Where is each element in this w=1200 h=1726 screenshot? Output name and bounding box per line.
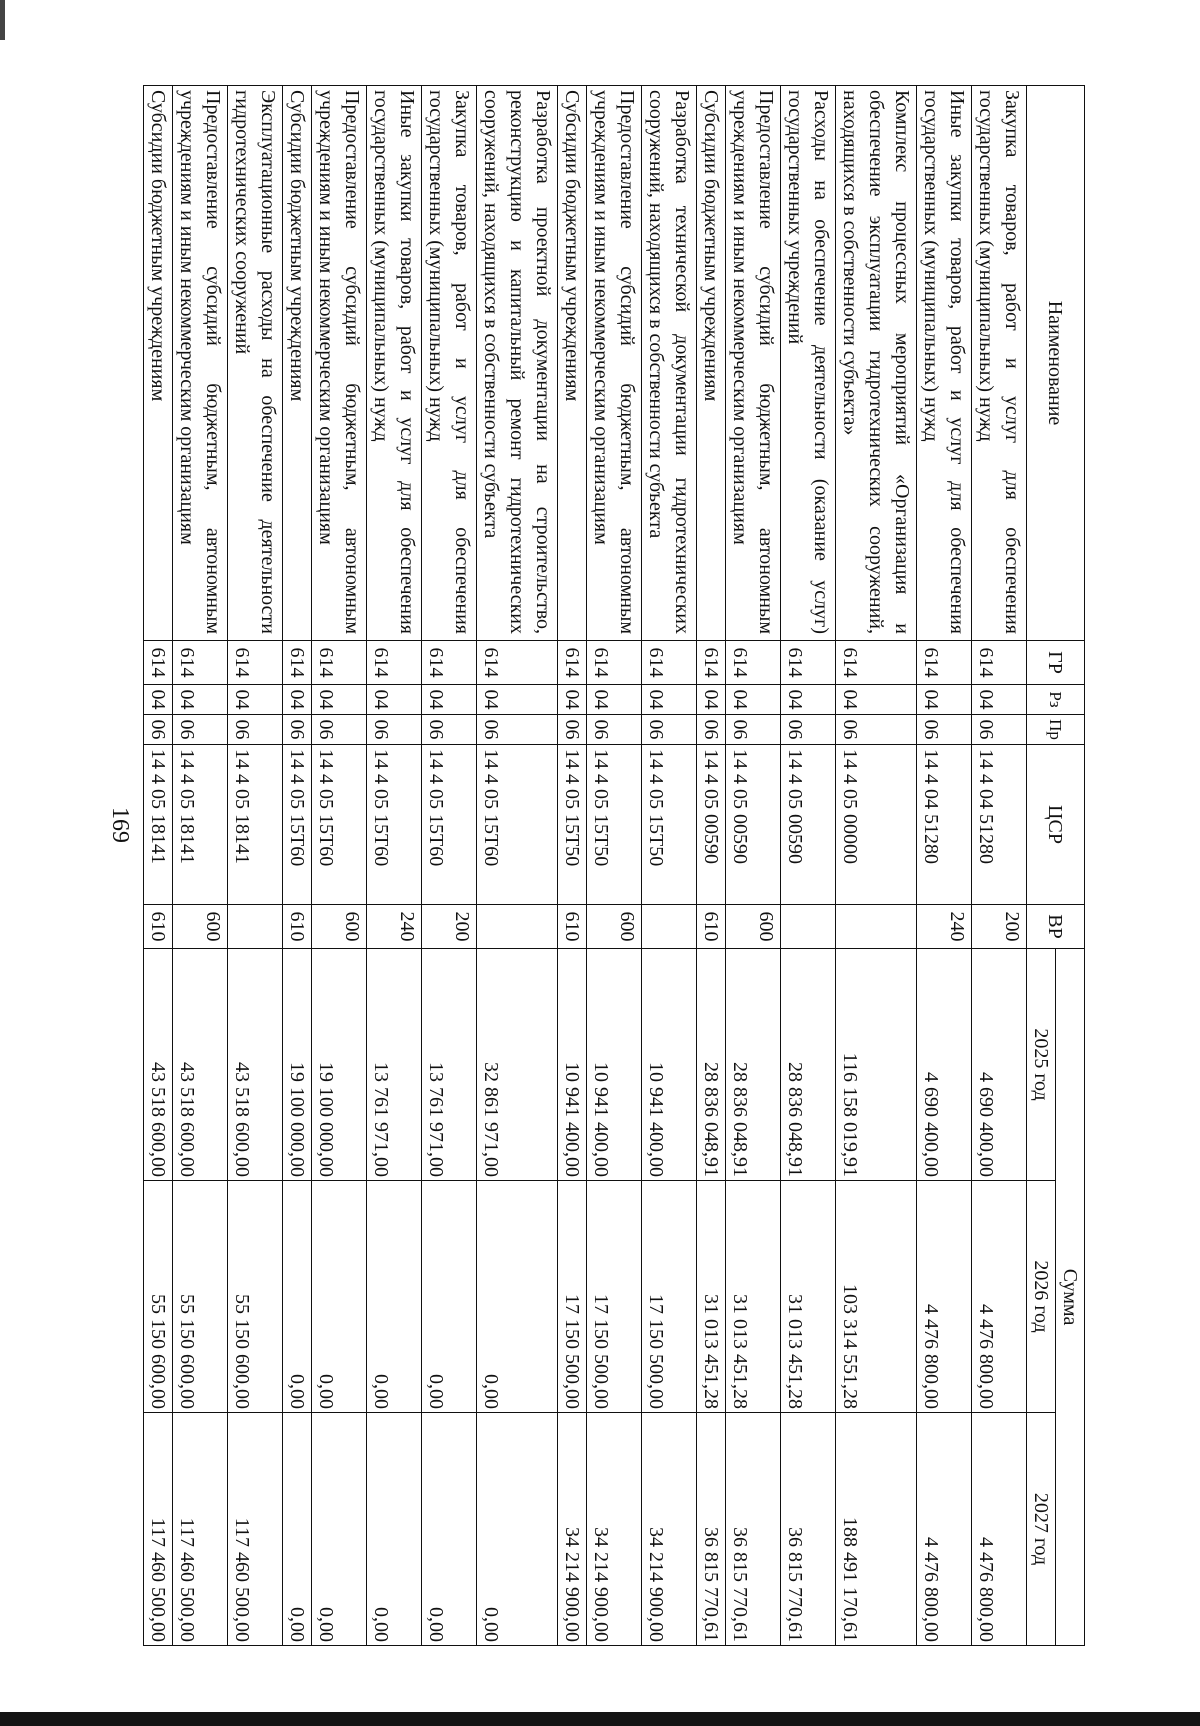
- cell-name: Разработка проектной документации на строительство, реконструкцию и капитальный ремонт гидротехнических сооружений, находящихся в собственности субъекта: [477, 86, 558, 641]
- table-row: [587, 86, 642, 1646]
- cell-csr: 14 4 05 00000: [836, 745, 917, 905]
- cell-2025: 43 518 600,00: [144, 949, 173, 1181]
- cell-vr: 610: [144, 905, 173, 949]
- cell-2027: 34 214 900,00: [587, 1413, 642, 1646]
- cell-2026: 55 150 600,00: [173, 1181, 228, 1413]
- cell-rz: 04: [917, 685, 972, 715]
- cell-name: Предоставление субсидий бюджетным, автономным учреждениям и иным некоммерческим организациям: [173, 86, 228, 641]
- table-row: [836, 86, 917, 1646]
- cell-2026: 0,00: [283, 1181, 312, 1413]
- cell-name: Субсидии бюджетным учреждениям: [558, 86, 587, 641]
- cell-2025: 116 158 019,91: [836, 949, 917, 1181]
- cell-rz: 04: [587, 685, 642, 715]
- cell-gr: 614: [144, 641, 173, 685]
- cell-pr: 06: [917, 715, 972, 745]
- cell-vr: 600: [587, 905, 642, 949]
- cell-rz: 04: [642, 685, 697, 715]
- cell-2027: 0,00: [422, 1413, 477, 1646]
- cell-pr: 06: [558, 715, 587, 745]
- cell-gr: 614: [781, 641, 836, 685]
- cell-pr: 06: [228, 715, 283, 745]
- cell-rz: 04: [283, 685, 312, 715]
- cell-gr: 614: [917, 641, 972, 685]
- cell-csr: 14 4 05 00590: [781, 745, 836, 905]
- cell-2025: 10 941 400,00: [642, 949, 697, 1181]
- cell-vr: 200: [972, 905, 1027, 949]
- cell-rz: 04: [228, 685, 283, 715]
- cell-2027: 117 460 500,00: [173, 1413, 228, 1646]
- budget-table-rotated: [147, 85, 1085, 1645]
- header-name: Наименование: [1027, 86, 1085, 641]
- cell-name: Предоставление субсидий бюджетным, автономным учреждениям и иным некоммерческим организациям: [312, 86, 367, 641]
- cell-2025: 13 761 971,00: [422, 949, 477, 1181]
- cell-gr: 614: [558, 641, 587, 685]
- table-row: [697, 86, 726, 1646]
- cell-rz: 04: [972, 685, 1027, 715]
- cell-csr: 14 4 05 18141: [173, 745, 228, 905]
- cell-csr: 14 4 05 18141: [144, 745, 173, 905]
- cell-2025: 28 836 048,91: [781, 949, 836, 1181]
- cell-pr: 06: [283, 715, 312, 745]
- cell-rz: 04: [367, 685, 422, 715]
- cell-rz: 04: [477, 685, 558, 715]
- cell-vr: 600: [173, 905, 228, 949]
- cell-pr: 06: [312, 715, 367, 745]
- cell-gr: 614: [726, 641, 781, 685]
- cell-2026: 103 314 551,28: [836, 1181, 917, 1413]
- cell-pr: 06: [173, 715, 228, 745]
- cell-2026: 31 013 451,28: [697, 1181, 726, 1413]
- table-row: [228, 86, 283, 1646]
- cell-gr: 614: [422, 641, 477, 685]
- cell-csr: 14 4 05 15T60: [477, 745, 558, 905]
- cell-csr: 14 4 05 15T50: [558, 745, 587, 905]
- header-2025: 2025 год: [1027, 949, 1056, 1181]
- cell-vr: [642, 905, 697, 949]
- cell-name: Иные закупки товаров, работ и услуг для обеспечения государственных (муниципальных) нужд: [367, 86, 422, 641]
- cell-gr: 614: [312, 641, 367, 685]
- cell-pr: 06: [642, 715, 697, 745]
- cell-2026: 4 476 800,00: [972, 1181, 1027, 1413]
- cell-2025: 10 941 400,00: [558, 949, 587, 1181]
- cell-2025: 10 941 400,00: [587, 949, 642, 1181]
- table-row: [972, 86, 1027, 1646]
- cell-2027: 117 460 500,00: [228, 1413, 283, 1646]
- cell-2027: 188 491 170,61: [836, 1413, 917, 1646]
- cell-pr: 06: [422, 715, 477, 745]
- table-row: [726, 86, 781, 1646]
- cell-2025: 28 836 048,91: [726, 949, 781, 1181]
- cell-rz: 04: [558, 685, 587, 715]
- cell-rz: 04: [726, 685, 781, 715]
- header-2026: 2026 год: [1027, 1181, 1056, 1413]
- header-pr: Пр: [1027, 715, 1085, 745]
- budget-table: [143, 85, 1085, 1646]
- header-sum: Сумма: [1056, 949, 1085, 1646]
- cell-2025: 4 690 400,00: [972, 949, 1027, 1181]
- cell-2027: 0,00: [477, 1413, 558, 1646]
- cell-2026: 17 150 500,00: [642, 1181, 697, 1413]
- cell-vr: 610: [697, 905, 726, 949]
- table-row: [477, 86, 558, 1646]
- cell-2027: 36 815 770,61: [697, 1413, 726, 1646]
- cell-name: Предоставление субсидий бюджетным, автономным учреждениям и иным некоммерческим организациям: [587, 86, 642, 641]
- table-row: [917, 86, 972, 1646]
- table-row: [312, 86, 367, 1646]
- cell-2026: 0,00: [312, 1181, 367, 1413]
- cell-2027: 36 815 770,61: [781, 1413, 836, 1646]
- cell-gr: 614: [587, 641, 642, 685]
- cell-name: Эксплуатационные расходы на обеспечение деятельности гидротехнических сооружений: [228, 86, 283, 641]
- cell-2025: 19 100 000,00: [283, 949, 312, 1181]
- header-csr: ЦСР: [1027, 745, 1085, 905]
- cell-rz: 04: [144, 685, 173, 715]
- cell-rz: 04: [312, 685, 367, 715]
- cell-name: Иные закупки товаров, работ и услуг для обеспечения государственных (муниципальных) нужд: [917, 86, 972, 641]
- cell-vr: 610: [558, 905, 587, 949]
- cell-2025: 32 861 971,00: [477, 949, 558, 1181]
- cell-pr: 06: [144, 715, 173, 745]
- cell-pr: 06: [697, 715, 726, 745]
- cell-pr: 06: [587, 715, 642, 745]
- cell-vr: 600: [726, 905, 781, 949]
- cell-2027: 0,00: [367, 1413, 422, 1646]
- cell-csr: 14 4 04 51280: [972, 745, 1027, 905]
- header-gr: ГР: [1027, 641, 1085, 685]
- cell-name: Предоставление субсидий бюджетным, автономным учреждениям и иным некоммерческим организациям: [726, 86, 781, 641]
- cell-vr: 200: [422, 905, 477, 949]
- cell-pr: 06: [972, 715, 1027, 745]
- cell-pr: 06: [836, 715, 917, 745]
- cell-2026: 17 150 500,00: [558, 1181, 587, 1413]
- cell-name: Субсидии бюджетным учреждениям: [283, 86, 312, 641]
- cell-vr: 240: [367, 905, 422, 949]
- cell-gr: 614: [477, 641, 558, 685]
- cell-2027: 34 214 900,00: [642, 1413, 697, 1646]
- cell-gr: 614: [642, 641, 697, 685]
- cell-vr: 240: [917, 905, 972, 949]
- cell-csr: 14 4 05 00590: [726, 745, 781, 905]
- cell-2027: 0,00: [312, 1413, 367, 1646]
- table-row: [558, 86, 587, 1646]
- cell-2026: 17 150 500,00: [587, 1181, 642, 1413]
- cell-gr: 614: [836, 641, 917, 685]
- cell-csr: 14 4 05 15T50: [587, 745, 642, 905]
- cell-rz: 04: [173, 685, 228, 715]
- cell-pr: 06: [477, 715, 558, 745]
- cell-2026: 31 013 451,28: [726, 1181, 781, 1413]
- cell-name: Расходы на обеспечение деятельности (оказание услуг) государственных учреждений: [781, 86, 836, 641]
- table-row: [642, 86, 697, 1646]
- cell-csr: 14 4 05 00590: [697, 745, 726, 905]
- cell-2026: 55 150 600,00: [228, 1181, 283, 1413]
- table-row: [144, 86, 173, 1646]
- header-2027: 2027 год: [1027, 1413, 1056, 1646]
- cell-2027: 34 214 900,00: [558, 1413, 587, 1646]
- cell-name: Разработка технической документации гидротехнических сооружений, находящихся в собственности субъекта: [642, 86, 697, 641]
- cell-name: Комплекс процессных мероприятий «Организация и обеспечение эксплуатации гидротехнических сооружений, находящихся в собственности субъекта»: [836, 86, 917, 641]
- cell-name: Закупка товаров, работ и услуг для обеспечения государственных (муниципальных) нужд: [972, 86, 1027, 641]
- cell-vr: 600: [312, 905, 367, 949]
- header-vr: ВР: [1027, 905, 1085, 949]
- cell-csr: 14 4 05 18141: [228, 745, 283, 905]
- cell-pr: 06: [367, 715, 422, 745]
- cell-vr: [781, 905, 836, 949]
- cell-vr: [228, 905, 283, 949]
- cell-rz: 04: [836, 685, 917, 715]
- cell-2026: 31 013 451,28: [781, 1181, 836, 1413]
- cell-gr: 614: [283, 641, 312, 685]
- cell-2025: 43 518 600,00: [228, 949, 283, 1181]
- cell-name: Субсидии бюджетным учреждениям: [144, 86, 173, 641]
- cell-name: Закупка товаров, работ и услуг для обеспечения государственных (муниципальных) нужд: [422, 86, 477, 641]
- table-row: [283, 86, 312, 1646]
- cell-vr: [477, 905, 558, 949]
- cell-2026: 55 150 600,00: [144, 1181, 173, 1413]
- cell-2025: 19 100 000,00: [312, 949, 367, 1181]
- cell-csr: 14 4 05 15T60: [312, 745, 367, 905]
- table-row: [422, 86, 477, 1646]
- cell-2025: 4 690 400,00: [917, 949, 972, 1181]
- cell-vr: 610: [283, 905, 312, 949]
- scan-edge-mark: [0, 0, 5, 40]
- cell-2027: 0,00: [283, 1413, 312, 1646]
- page-number: 169: [107, 807, 133, 843]
- cell-rz: 04: [697, 685, 726, 715]
- cell-csr: 14 4 04 51280: [917, 745, 972, 905]
- cell-csr: 14 4 05 15T60: [422, 745, 477, 905]
- cell-2025: 13 761 971,00: [367, 949, 422, 1181]
- cell-2025: 28 836 048,91: [697, 949, 726, 1181]
- scan-edge-bar: [0, 1712, 1200, 1726]
- cell-2027: 4 476 800,00: [972, 1413, 1027, 1646]
- header-rz: Рз: [1027, 685, 1085, 715]
- cell-rz: 04: [781, 685, 836, 715]
- cell-vr: [836, 905, 917, 949]
- cell-2027: 4 476 800,00: [917, 1413, 972, 1646]
- cell-csr: 14 4 05 15T50: [642, 745, 697, 905]
- table-row: [367, 86, 422, 1646]
- cell-gr: 614: [972, 641, 1027, 685]
- cell-2026: 0,00: [367, 1181, 422, 1413]
- header-row-1: [1056, 86, 1085, 1646]
- cell-2025: 43 518 600,00: [173, 949, 228, 1181]
- cell-csr: 14 4 05 15T60: [367, 745, 422, 905]
- cell-gr: 614: [697, 641, 726, 685]
- cell-2026: 0,00: [477, 1181, 558, 1413]
- cell-2027: 117 460 500,00: [144, 1413, 173, 1646]
- cell-name: Субсидии бюджетным учреждениям: [697, 86, 726, 641]
- cell-csr: 14 4 05 15T60: [283, 745, 312, 905]
- table-row: [173, 86, 228, 1646]
- table-row: [781, 86, 836, 1646]
- cell-rz: 04: [422, 685, 477, 715]
- cell-pr: 06: [726, 715, 781, 745]
- cell-gr: 614: [367, 641, 422, 685]
- cell-gr: 614: [228, 641, 283, 685]
- cell-2026: 0,00: [422, 1181, 477, 1413]
- cell-2026: 4 476 800,00: [917, 1181, 972, 1413]
- cell-gr: 614: [173, 641, 228, 685]
- cell-2027: 36 815 770,61: [726, 1413, 781, 1646]
- cell-pr: 06: [781, 715, 836, 745]
